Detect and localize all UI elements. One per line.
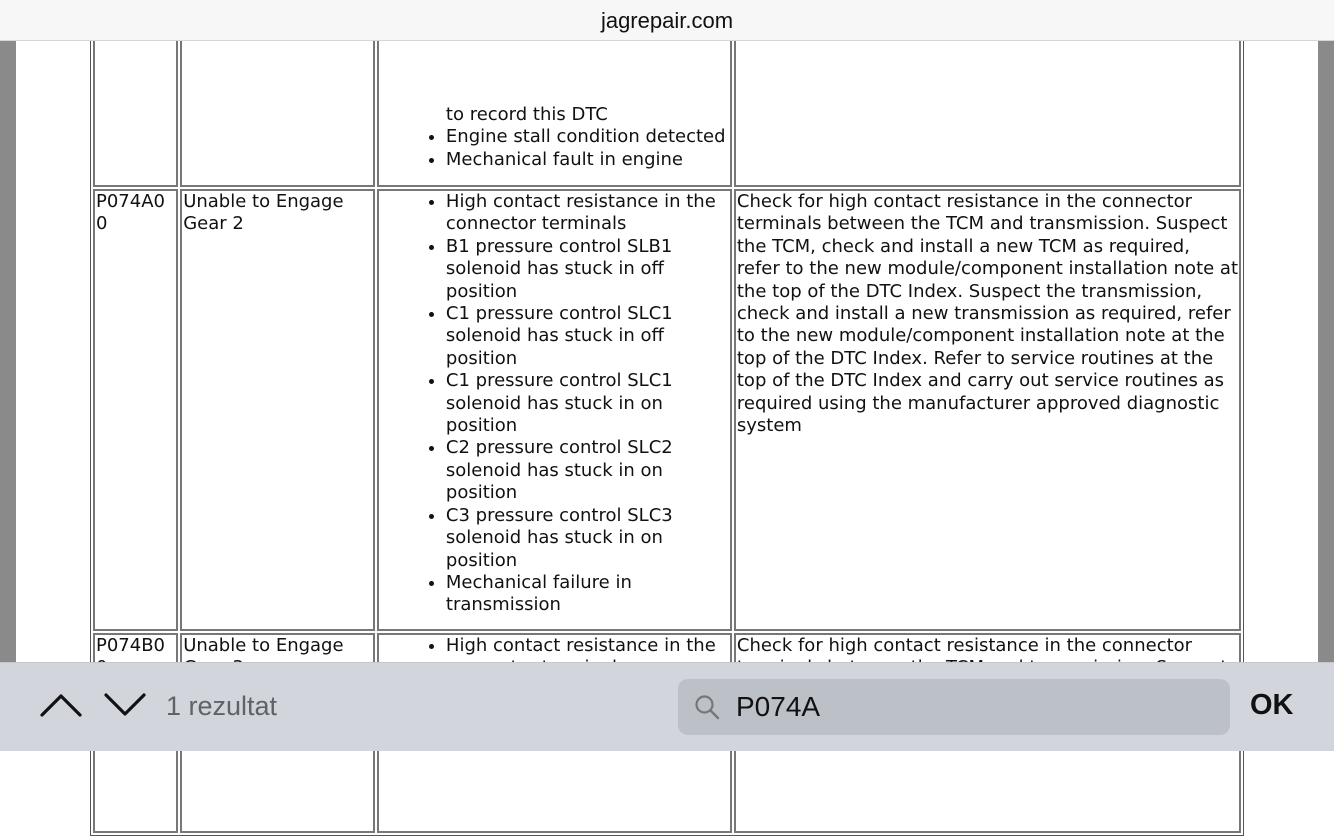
domain-label[interactable]: jagrepair.com — [600, 8, 734, 33]
dtc-action-cell: Check for high contact resistance in the connector terminals between the TCM and transmission. Suspect the TCM, check and install a new TCM as required, refer to the new module/component installation note at the top of the DTC Index. Suspect the transmission, check and install a new transmission as required, refer to the new module/component installation note at the top of the DTC Index. Refer to service routines at the top of the DTC Index and carry out service routines as required using the manufacturer approved diagnostic system — [734, 189, 1241, 631]
page-content[interactable] — [16, 40, 1318, 662]
ok-button[interactable]: OK — [1250, 689, 1294, 721]
dtc-action-cell: Check for high contact resistance in the connector — [734, 633, 1241, 833]
cause-item: • C1 pressure control SLC1 solenoid has stuck in on position — [446, 370, 729, 437]
table-row — [93, 189, 1241, 631]
cause-item: • High contact resistance in the connector terminals — [446, 191, 729, 236]
cause-item: • C2 pressure control SLC2 solenoid has stuck in on position — [446, 437, 729, 504]
cause-item: • C1 pressure control SLC1 solenoid has stuck in off position — [446, 303, 729, 370]
dtc-description-cell: Unable to Engage — [180, 633, 375, 833]
cause-item: • Engine stall condition detected — [446, 126, 729, 148]
search-field[interactable] — [678, 679, 1230, 735]
find-in-page-bar — [0, 662, 1334, 751]
cause-item: • Mechanical failure in transmission — [446, 572, 729, 617]
result-count: 1 rezultat — [166, 691, 278, 721]
search-icon — [694, 694, 720, 720]
cause-item: to record this DTC — [445, 103, 608, 125]
chevron-up-icon — [39, 692, 83, 718]
dtc-code-cell: P074A00 — [93, 189, 178, 631]
address-bar[interactable] — [0, 0, 1334, 41]
cause-item: • C3 pressure control SLC3 solenoid has stuck in on position — [446, 505, 729, 572]
chevron-down-icon — [103, 692, 147, 718]
search-input[interactable] — [736, 687, 1216, 727]
cause-item: • B1 pressure control SLB1 solenoid has stuck in off position — [446, 236, 729, 303]
dtc-description-cell: Unable to Engage Gear 2 — [180, 189, 375, 631]
cause-item: • Mechanical fault in engine — [446, 149, 729, 171]
dtc-code-cell: P074B0 — [93, 633, 178, 833]
left-margin — [0, 40, 16, 662]
right-margin — [1318, 40, 1334, 662]
next-result-button[interactable] — [102, 685, 148, 725]
dtc-causes-cell — [377, 189, 732, 631]
cause-item: • High contact resistance in the — [446, 635, 729, 680]
previous-result-button[interactable] — [38, 685, 84, 725]
